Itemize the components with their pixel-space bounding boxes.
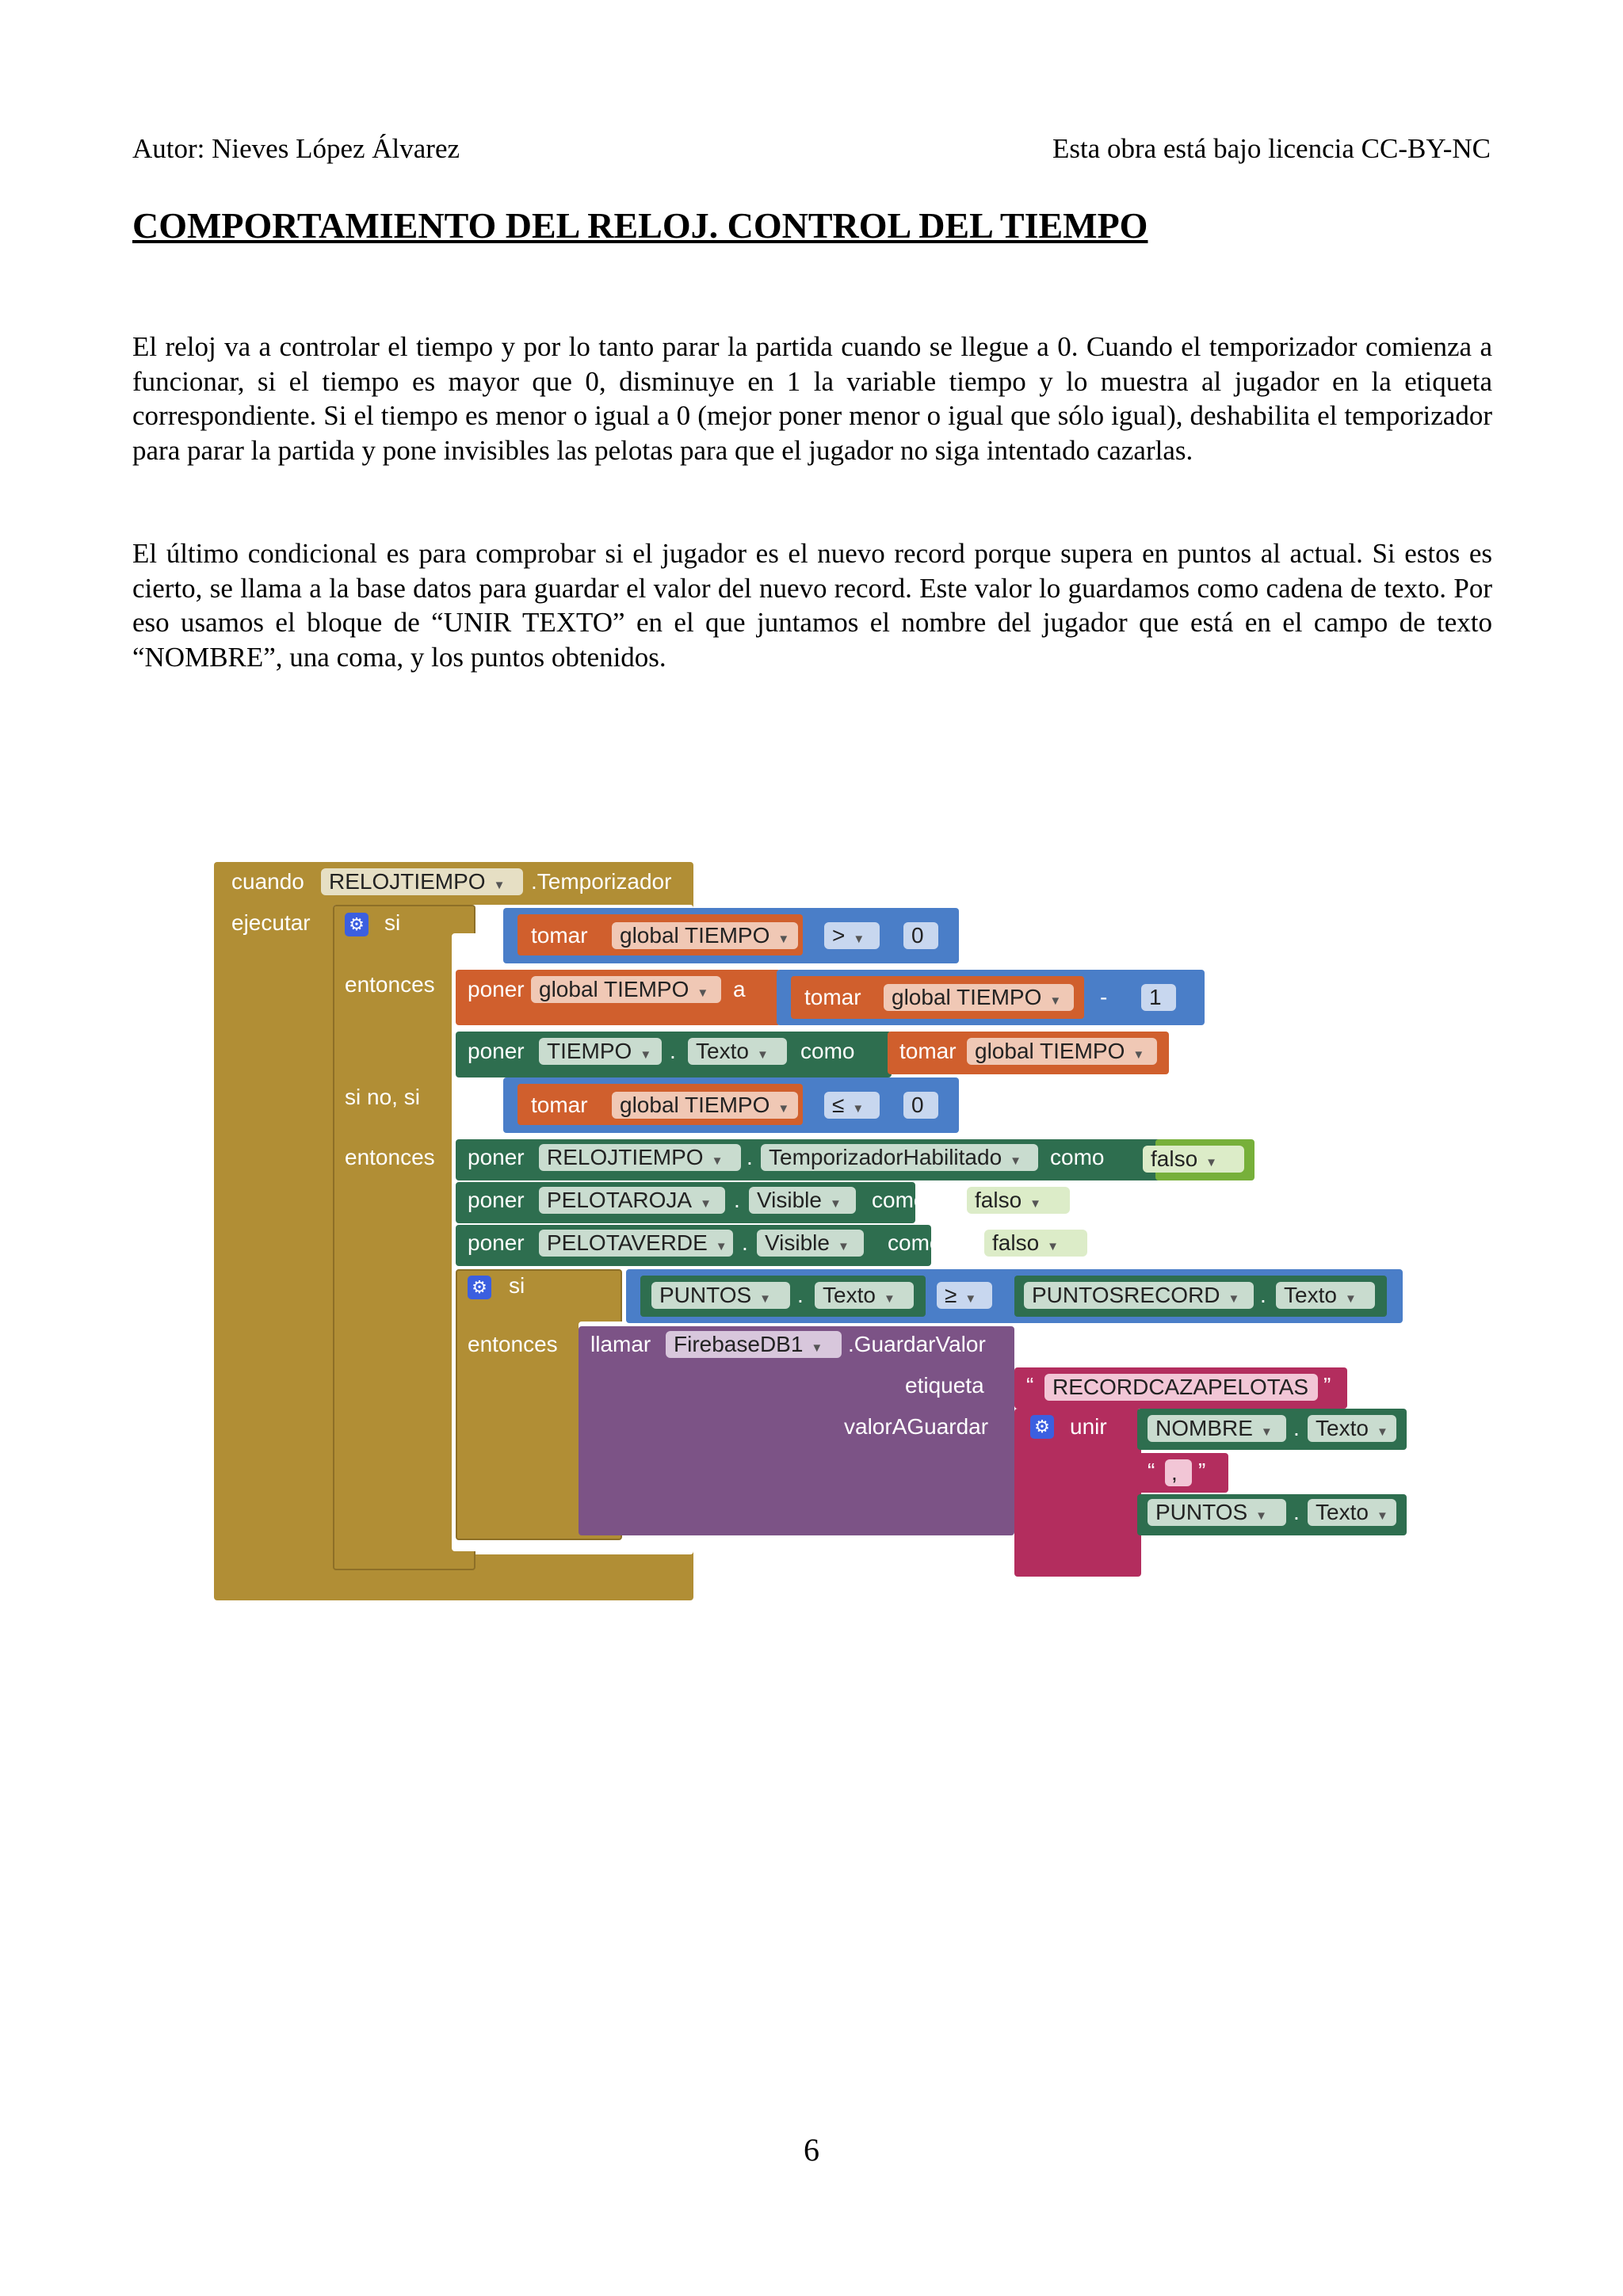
unir-label: unir [1070,1414,1107,1439]
poner-label-2: poner [468,1039,525,1063]
valor-param-label: valorAGuardar [844,1414,989,1439]
paragraph-2: El último condicional es para comprobar si el jugador es el nuevo record porque supera en puntos al actual. Si estos es cierto, se llama a la base datos para guardar el valor del nuevo record. Este valor lo guardamos como cadena de texto. Por eso usamos el bloque de “UNIR TEXTO” en el que juntamos el nombre del jugador que está en el campo de texto “NOMBRE”, una coma, y los puntos obtenidos. [132,538,1492,673]
operator-le-dropdown[interactable]: ≤ ▼ [824,1092,880,1119]
puntosrecord-component-dropdown[interactable]: PUNTOSRECORD ▼ [1024,1282,1254,1309]
global-tiempo-dropdown-5[interactable]: global TIEMPO ▼ [612,1092,798,1119]
poner-label-4: poner [468,1188,525,1212]
texto-property-dropdown-4[interactable]: Texto ▼ [1308,1415,1396,1442]
number-zero-1[interactable]: 0 [903,922,938,949]
minus-label: - [1100,985,1108,1009]
falso-value-1[interactable]: falso ▼ [1143,1146,1244,1173]
como-label-3: como [872,1188,926,1212]
a-label: a [733,977,746,1001]
tomar-label-1: tomar [531,923,588,948]
tomar-label-3: tomar [899,1039,957,1063]
number-zero-2[interactable]: 0 [903,1092,938,1119]
operator-ge-dropdown[interactable]: ≥ ▼ [937,1282,992,1309]
mutator-gear-icon-3[interactable]: ⚙ [1030,1415,1054,1439]
close-quote-2: ” [1198,1459,1206,1483]
si-label-2: si [509,1273,525,1298]
texto-property-dropdown-5[interactable]: Texto ▼ [1308,1499,1396,1526]
tomar-label-4: tomar [531,1093,588,1117]
reloj-component-dropdown[interactable]: RELOJTIEMPO ▼ [321,868,523,895]
number-one[interactable]: 1 [1141,984,1176,1011]
dot-label-3: . [734,1188,740,1212]
page-title: COMPORTAMIENTO DEL RELOJ. CONTROL DEL TIEMPO [132,205,1148,246]
global-tiempo-dropdown-3[interactable]: global TIEMPO ▼ [884,984,1074,1011]
como-label-4: como [888,1230,942,1255]
timer-enabled-property-dropdown[interactable]: TemporizadorHabilitado ▼ [761,1144,1038,1171]
nombre-component-dropdown[interactable]: NOMBRE ▼ [1148,1415,1286,1442]
operator-gt-dropdown[interactable]: > ▼ [824,922,880,949]
poner-label-5: poner [468,1230,525,1255]
tomar-label-2: tomar [804,985,861,1009]
puntos-component-dropdown-2[interactable]: PUNTOS ▼ [1148,1499,1286,1526]
texto-property-dropdown-3[interactable]: Texto ▼ [1276,1282,1375,1309]
dot-label-8: . [1293,1500,1300,1524]
como-label-2: como [1050,1145,1105,1169]
mutator-gear-icon[interactable]: ⚙ [345,913,369,936]
entonces-label-1: entonces [345,972,435,997]
temporizador-event-label: .Temporizador [531,869,672,894]
texto-property-dropdown-2[interactable]: Texto ▼ [815,1282,914,1309]
guardar-valor-label: .GuardarValor [848,1332,986,1356]
dot-label-4: . [742,1230,748,1255]
header-license: Esta obra está bajo licencia CC-BY-NC [1052,133,1491,164]
etiqueta-param-label: etiqueta [905,1373,984,1398]
close-quote-1: ” [1323,1373,1331,1398]
global-tiempo-dropdown-2[interactable]: global TIEMPO ▼ [531,976,721,1003]
open-quote-1: “ [1026,1373,1034,1398]
header-author: Autor: Nieves López Álvarez [132,133,460,164]
page-number: 6 [804,2132,819,2168]
falso-value-3[interactable]: falso ▼ [984,1230,1087,1257]
dot-label-2: . [747,1145,753,1169]
texto-property-dropdown-1[interactable]: Texto ▼ [688,1038,787,1065]
tiempo-component-dropdown[interactable]: TIEMPO ▼ [539,1038,662,1065]
dot-label-7: . [1293,1416,1300,1440]
si-label: si [384,910,401,935]
blocks-figure [214,862,1411,1603]
entonces-label-2: entonces [345,1145,435,1169]
poner-label-3: poner [468,1145,525,1169]
mutator-gear-icon-2[interactable]: ⚙ [468,1276,491,1299]
entonces-label-3: entonces [468,1332,558,1356]
visible-property-dropdown-1[interactable]: Visible ▼ [749,1187,856,1214]
open-quote-2: “ [1148,1459,1155,1483]
puntos-component-dropdown-1[interactable]: PUNTOS ▼ [651,1282,790,1309]
cuando-label: cuando [231,869,304,894]
ejecutar-label: ejecutar [231,910,311,935]
pelotaroja-component-dropdown[interactable]: PELOTAROJA ▼ [539,1187,725,1214]
llamar-label: llamar [590,1332,651,1356]
paragraph-1: El reloj va a controlar el tiempo y por lo tanto parar la partida cuando se llegue a 0. Cuando el temporizador comienza a funcionar, si el tiempo es mayor que 0, disminuye en 1 la variable tiempo y lo muestra al jugador en la etiqueta correspondiente. Si el tiempo es menor o igual a 0 (mejor poner menor o igual que sólo igual), deshabilita el temporizador para parar la partida y pone invisibles las pelotas para que el jugador no siga intentado cazarlas. [132,331,1492,466]
comma-string-value[interactable]: , [1165,1459,1192,1486]
reloj-component-dropdown-2[interactable]: RELOJTIEMPO ▼ [539,1144,741,1171]
como-label-1: como [800,1039,855,1063]
global-tiempo-dropdown-1[interactable]: global TIEMPO ▼ [612,922,798,949]
global-tiempo-dropdown-4[interactable]: global TIEMPO ▼ [967,1038,1157,1065]
falso-value-2[interactable]: falso ▼ [967,1187,1070,1214]
record-string-value[interactable]: RECORDCAZAPELOTAS [1044,1374,1318,1401]
visible-property-dropdown-2[interactable]: Visible ▼ [757,1230,864,1257]
dot-label-5: . [797,1283,804,1307]
poner-label-1: poner [468,977,525,1001]
pelotaverde-component-dropdown[interactable]: PELOTAVERDE ▼ [539,1230,733,1257]
dot-label-6: . [1260,1283,1266,1307]
sino-si-label: si no, si [345,1085,420,1109]
firebase-component-dropdown[interactable]: FirebaseDB1 ▼ [666,1331,842,1358]
dot-label-1: . [670,1039,676,1063]
